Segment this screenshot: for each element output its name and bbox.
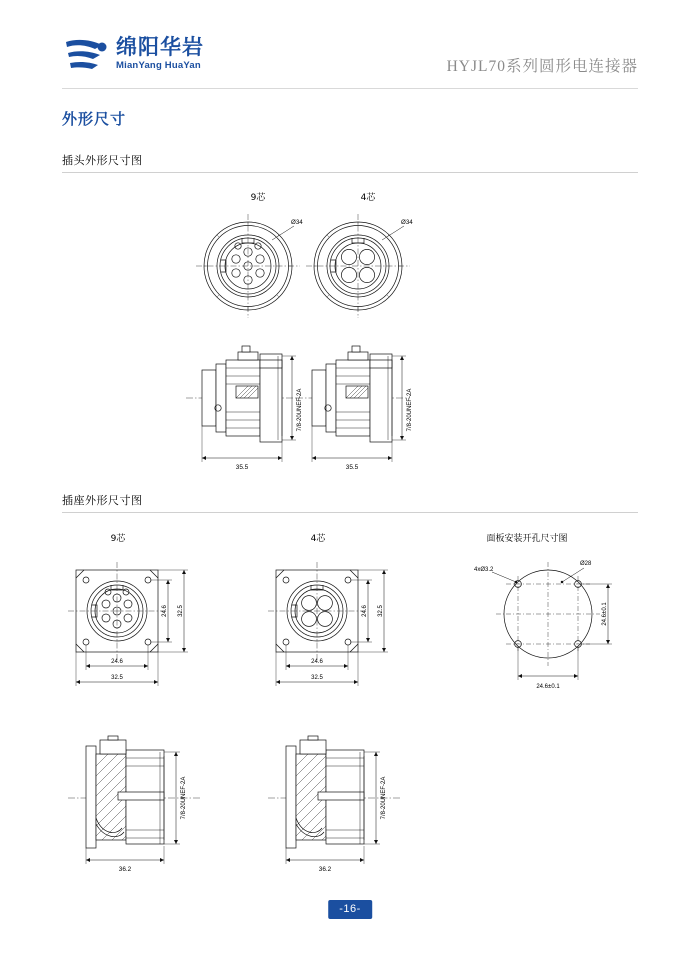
subsection-divider-receptacle — [62, 512, 638, 513]
drawing-recept-4-side — [262, 732, 442, 882]
svg-text:24.6: 24.6 — [111, 659, 123, 665]
logo-mark-icon — [62, 36, 110, 72]
figure-label-recept-9: 9芯 — [110, 534, 126, 544]
svg-text:4xØ3.2: 4xØ3.2 — [474, 567, 494, 573]
svg-text:35.5: 35.5 — [235, 464, 249, 471]
header-divider — [62, 88, 638, 89]
logo-text-cn: 绵阳华岩 — [116, 35, 204, 60]
company-logo — [62, 36, 204, 72]
svg-text:7/8-20UNEF-2A: 7/8-20UNEF-2A — [181, 776, 187, 820]
figure-label-panel-cutout: 面板安装开孔尺寸图 — [486, 534, 568, 544]
svg-text:Ø34: Ø34 — [291, 219, 303, 226]
svg-text:24.6: 24.6 — [362, 605, 368, 617]
subsection-title-plug: 插头外形尺寸图 — [62, 154, 143, 167]
logo-text-en: MianYang HuaYan — [116, 60, 201, 72]
drawing-plug-4-side — [290, 330, 450, 480]
svg-text:24.6: 24.6 — [162, 605, 168, 617]
svg-text:24.6±0.1: 24.6±0.1 — [602, 602, 608, 626]
svg-text:Ø28: Ø28 — [580, 561, 592, 567]
figure-label-plug-9: 9芯 — [250, 193, 266, 203]
svg-text:24.6: 24.6 — [311, 659, 323, 665]
svg-text:36.2: 36.2 — [318, 866, 332, 873]
page-header — [0, 0, 700, 92]
svg-text:32.5: 32.5 — [178, 605, 184, 617]
svg-text:32.5: 32.5 — [311, 675, 323, 681]
drawing-recept-4-front — [262, 552, 437, 697]
svg-text:32.5: 32.5 — [111, 675, 123, 681]
svg-text:32.5: 32.5 — [378, 605, 384, 617]
svg-text:35.5: 35.5 — [345, 464, 359, 471]
drawing-recept-9-side — [62, 732, 242, 882]
header-title: HYJL70系列圆形电连接器 — [446, 58, 638, 75]
logo-text — [116, 37, 204, 71]
svg-text:7/8-20UNEF-2A: 7/8-20UNEF-2A — [297, 388, 303, 432]
svg-text:36.2: 36.2 — [118, 866, 132, 873]
subsection-title-receptacle: 插座外形尺寸图 — [62, 494, 143, 507]
drawing-recept-9-front — [62, 552, 237, 697]
svg-text:7/8-20UNEF-2A: 7/8-20UNEF-2A — [381, 776, 387, 820]
figure-label-recept-4: 4芯 — [310, 534, 326, 544]
drawing-panel-cutout — [462, 552, 642, 702]
svg-text:Ø34: Ø34 — [401, 219, 413, 226]
svg-text:24.6±0.1: 24.6±0.1 — [536, 684, 560, 690]
svg-text:7/8-20UNEF-2A: 7/8-20UNEF-2A — [407, 388, 413, 432]
page-title: 外形尺寸 — [62, 110, 127, 128]
subsection-divider-plug — [62, 172, 638, 173]
drawing-plug-4-front — [300, 208, 440, 318]
page-number: -16- — [328, 900, 372, 919]
figure-label-plug-4: 4芯 — [360, 193, 376, 203]
